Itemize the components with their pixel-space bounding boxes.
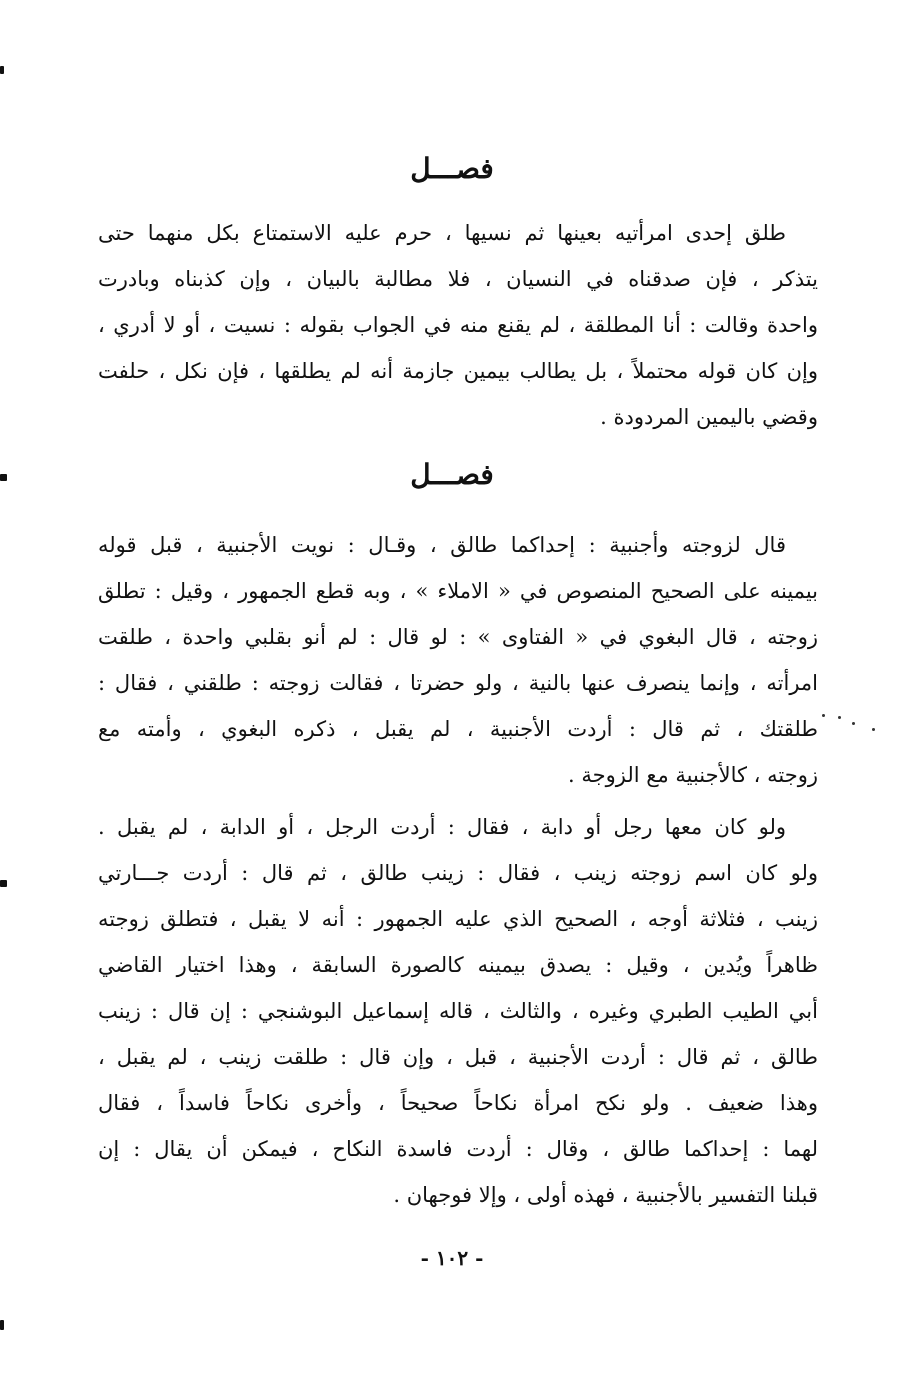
- section2-paragraph-1: [98, 522, 818, 798]
- text-line: طالق ، ثم قال : أردت الأجنبية ، قبل ، وإن قال : طلقت زينب ، لم يقبل ،: [98, 1045, 818, 1069]
- text-line: زينب ، فثلاثة أوجه ، الصحيح الذي عليه الجمهور : أنه لا يقبل ، فتطلق زوجته: [98, 907, 818, 931]
- text-line: وإن كان قوله محتملاً ، بل يطالب بيمين جازمة أنه لم يطلقها ، فإن نكل ، حلفت: [98, 359, 818, 383]
- text-line: قبلنا التفسير بالأجنبية ، فهذه أولى ، وإلا فوجهان .: [393, 1183, 818, 1207]
- text-line: طلقتك ، ثم قال : أردت الأجنبية ، لم يقبل ، ذكره البغوي ، وأمته مع: [98, 717, 818, 741]
- margin-mark: [0, 1320, 4, 1330]
- stray-dot: [822, 714, 825, 717]
- text-line: طلق إحدى امرأتيه بعينها ثم نسيها ، حرم عليه الاستمتاع بكل منهما حتى: [98, 221, 786, 245]
- text-line: وقضي باليمين المردودة .: [600, 405, 818, 429]
- text-line: زوجته ، كالأجنبية مع الزوجة .: [568, 763, 818, 787]
- section1-paragraph: [98, 210, 818, 440]
- page-number: - ١٠٢ -: [420, 1246, 484, 1270]
- stray-dot: [838, 716, 841, 719]
- text-line: وهذا ضعيف . ولو نكح امرأة نكاحاً صحيحاً ، وأخرى نكاحاً فاسداً ، فقال: [98, 1091, 818, 1115]
- text-line: لهما : إحداكما طالق ، وقال : أردت فاسدة النكاح ، فيمكن أن يقال : إن: [98, 1137, 818, 1161]
- text-line: امرأته ، وإنما ينصرف عنها بالنية ، ولو حضرتا ، فقالت زوجته : طلقني ، فقال :: [98, 671, 818, 695]
- margin-mark: [0, 66, 4, 74]
- text-line: قال لزوجته وأجنبية : إحداكما طالق ، وقـال : نويت الأجنبية ، قبل قوله: [98, 533, 786, 557]
- text-line: زوجته ، قال البغوي في « الفتاوى » : لو قال : لم أنو بقلبي واحدة ، طلقت: [98, 625, 818, 649]
- text-line: أبي الطيب الطبري وغيره ، والثالث ، قاله إسماعيل البوشنجي : إن قال : زينب: [98, 999, 818, 1023]
- section2-paragraph-2: [98, 804, 818, 1218]
- margin-mark: [0, 880, 7, 887]
- text-line: بيمينه على الصحيح المنصوص في « الاملاء » ، وبه قطع الجمهور ، وقيل : تطلق: [98, 579, 818, 603]
- text-line: يتذكر ، فإن صدقناه في النسيان ، فلا مطالبة بالبيان ، وإن كذبناه وبادرت: [98, 267, 818, 291]
- text-line: واحدة وقالت : أنا المطلقة ، لم يقنع منه في الجواب بقوله : نسيت ، أو لا أدري ،: [98, 313, 818, 337]
- section-heading: فصـــل: [410, 458, 494, 491]
- section-heading: فصـــل: [410, 152, 494, 185]
- text-line: ظاهراً ويُدين ، وقيل : يصدق بيمينه كالصورة السابقة ، وهذا اختيار القاضي: [98, 953, 818, 977]
- text-line: ولو كان معها رجل أو دابة ، فقال : أردت الرجل ، أو الدابة ، لم يقبل .: [98, 815, 786, 839]
- stray-dot: [852, 722, 855, 725]
- stray-dot: [872, 728, 875, 731]
- text-line: ولو كان اسم زوجته زينب ، فقال : زينب طالق ، ثم قال : أردت جـــارتي: [98, 861, 818, 885]
